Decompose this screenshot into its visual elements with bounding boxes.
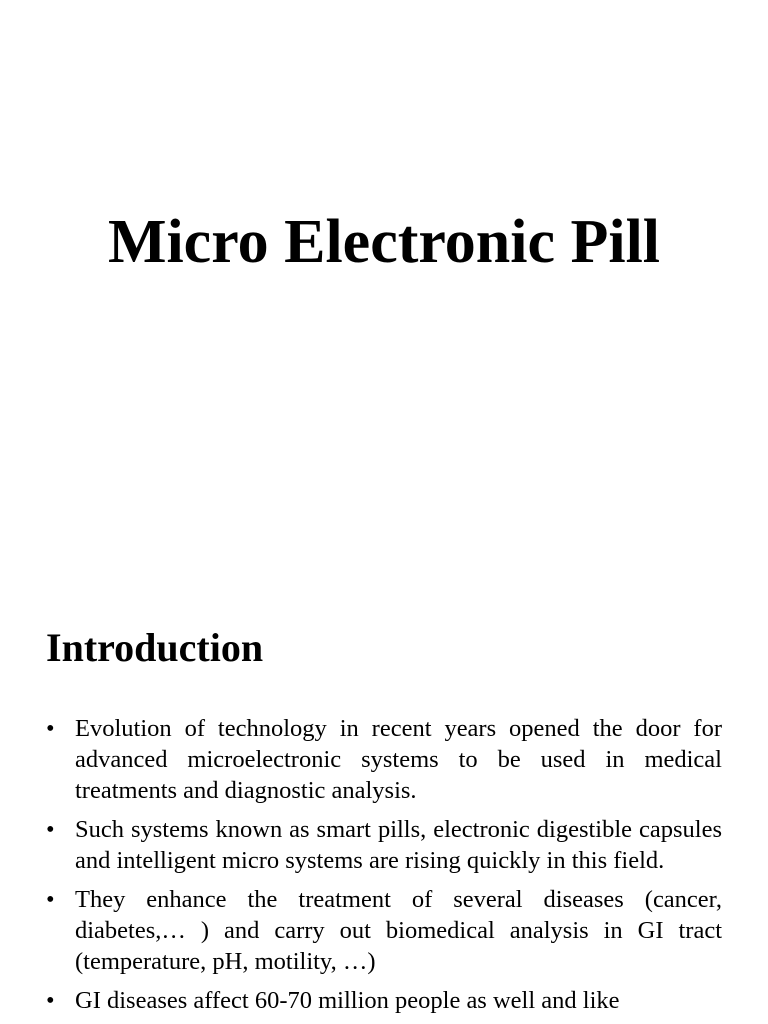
bullet-marker: • bbox=[46, 715, 55, 742]
bullet-item bbox=[46, 985, 722, 1016]
bullet-marker: • bbox=[46, 987, 55, 1014]
bullet-text: GI diseases affect 60-70 million people as well and like bbox=[75, 987, 620, 1014]
bullet-text: Evolution of technology in recent years opened the door for advanced microelectronic systems to be used in medical treatments and diagnostic analysis. bbox=[75, 715, 722, 804]
bullet-text: They enhance the treatment of several diseases (cancer, diabetes,… ) and carry out biomedical analysis in GI tract (temperature, pH, motility, …) bbox=[75, 886, 722, 975]
slide-title: Micro Electronic Pill bbox=[107, 208, 661, 276]
section-heading: Introduction bbox=[46, 625, 264, 670]
bullet-item bbox=[46, 814, 722, 876]
bullet-item bbox=[46, 713, 722, 806]
bullet-list bbox=[46, 713, 722, 1024]
bullet-marker: • bbox=[46, 886, 55, 913]
bullet-item bbox=[46, 884, 722, 977]
bullet-text: Such systems known as smart pills, electronic digestible capsules and intelligent micro systems are rising quickly in this field. bbox=[75, 816, 722, 874]
bullet-marker: • bbox=[46, 816, 55, 843]
